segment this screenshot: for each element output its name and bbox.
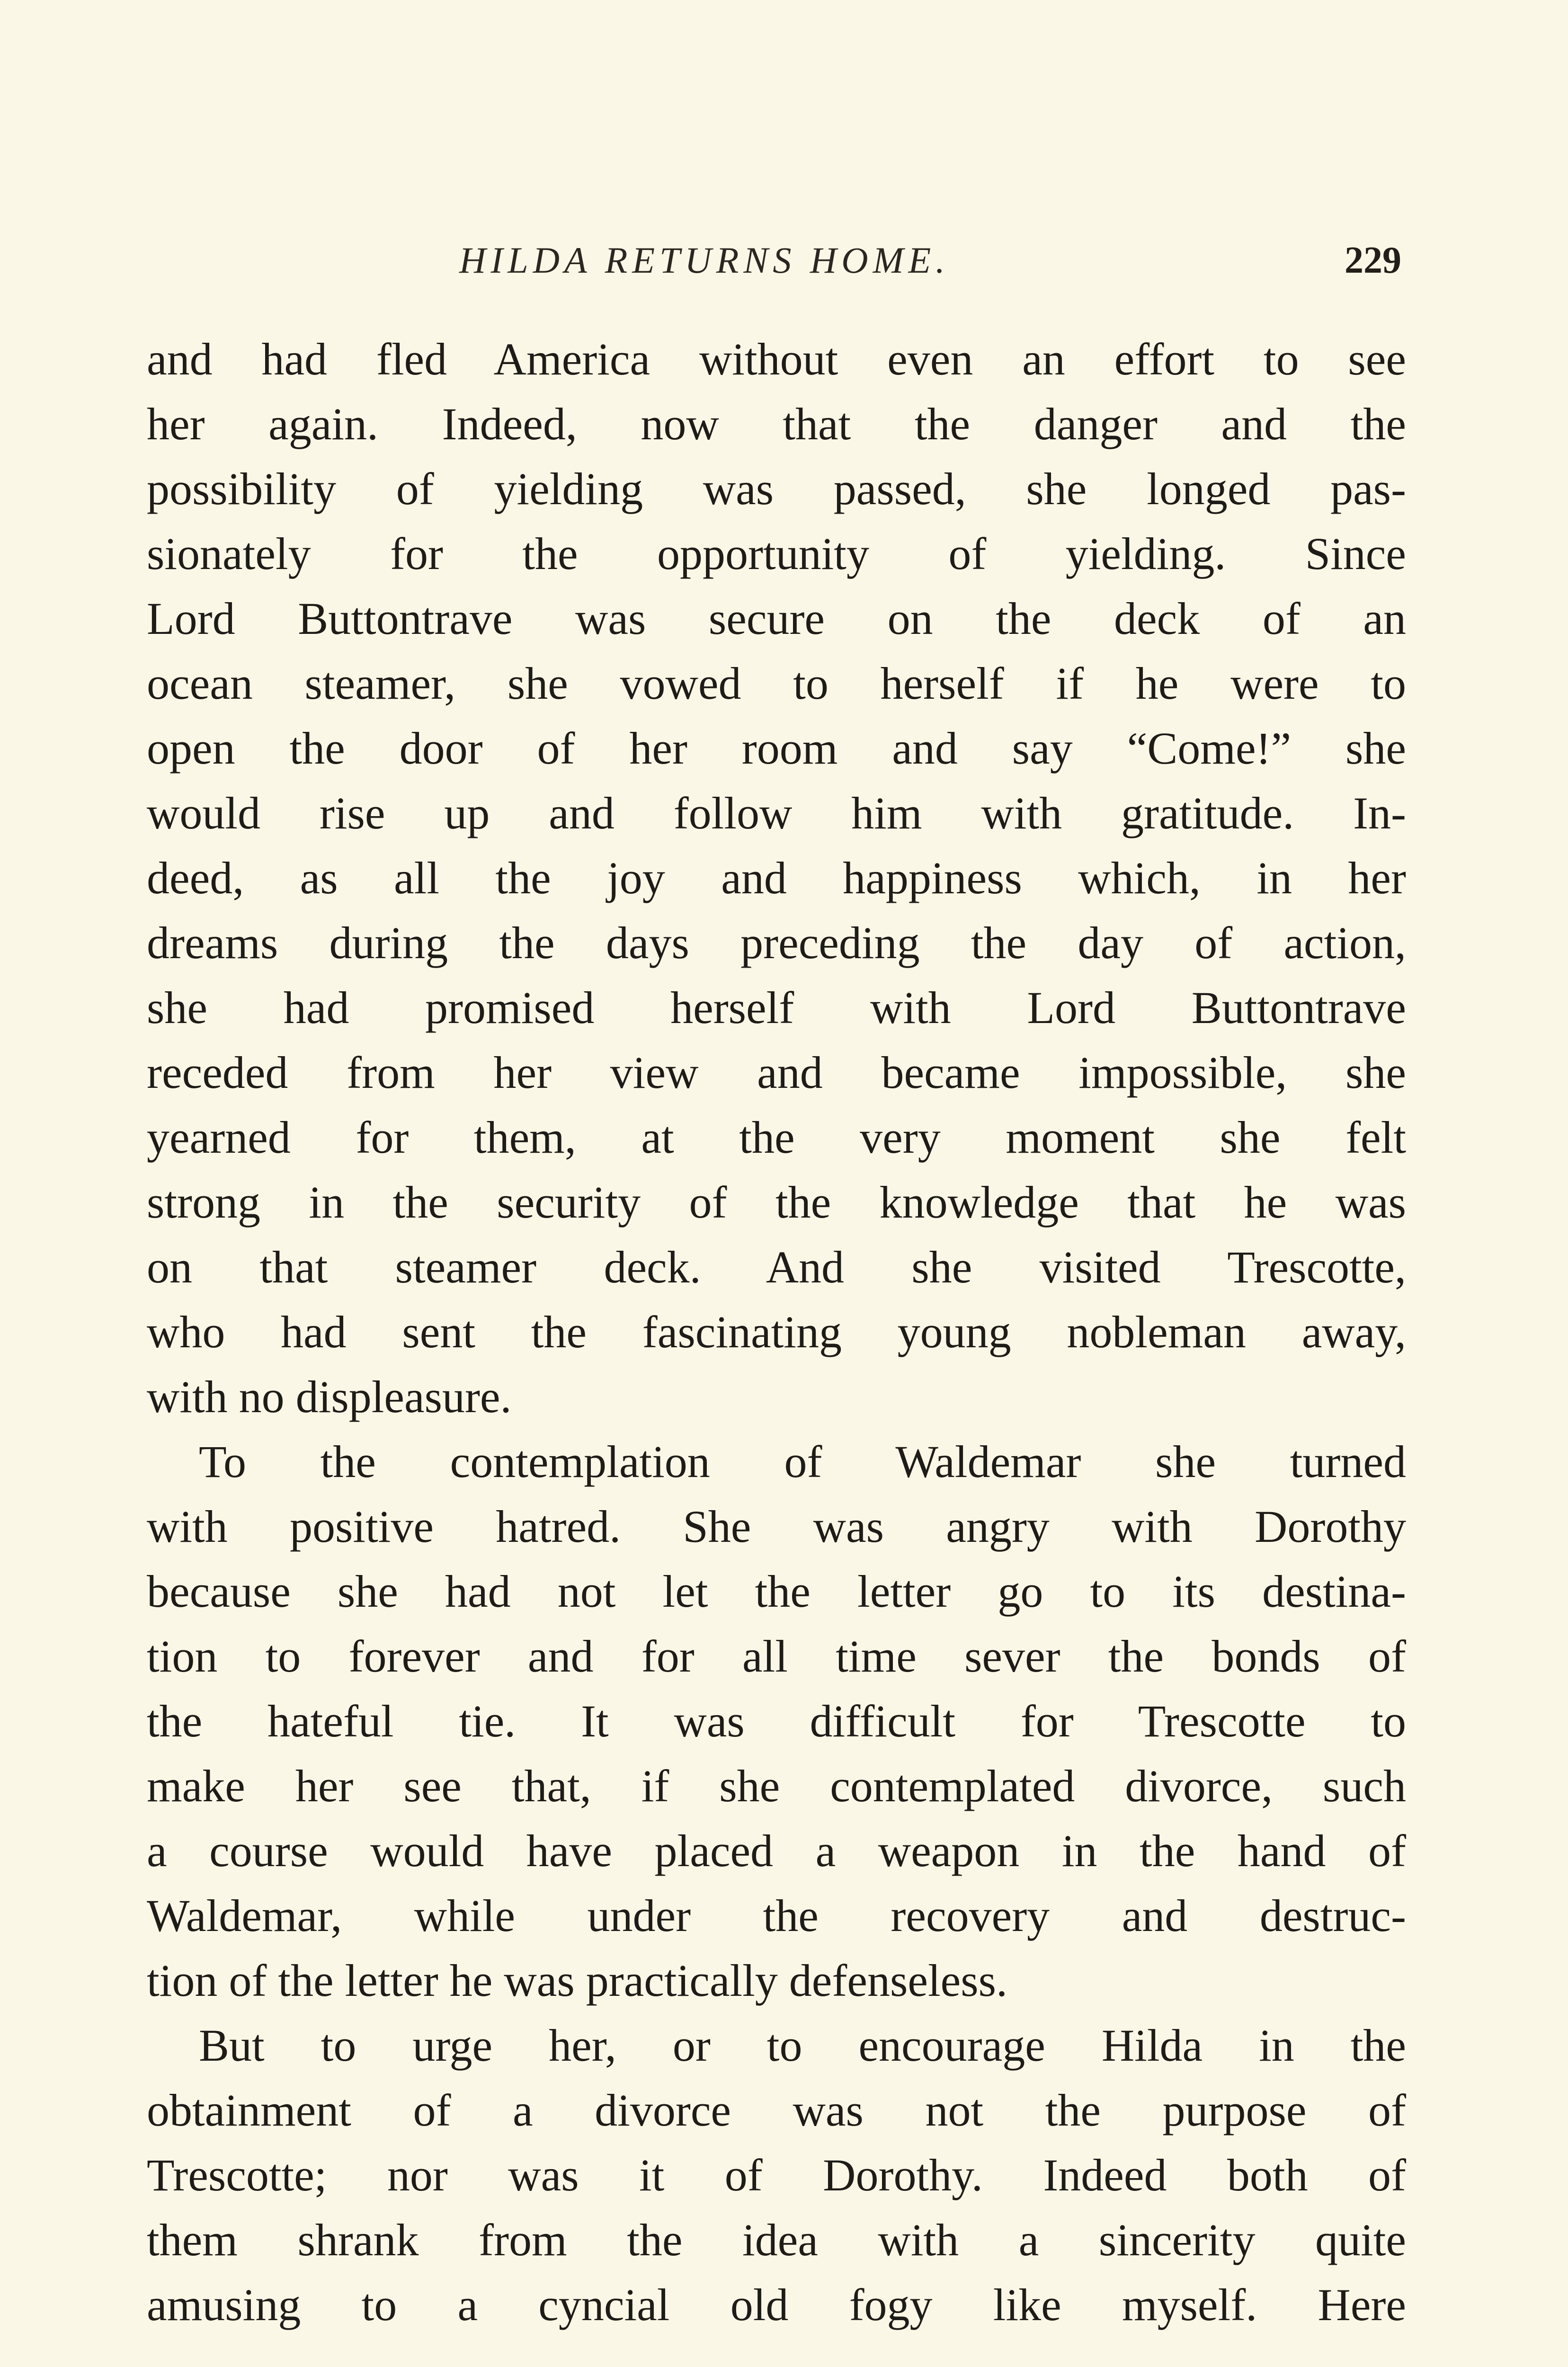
text-line: obtainment of a divorce was not the purpose of [147,2085,1406,2136]
running-title: HILDA RETURNS HOME. [459,240,950,281]
text-line: Lord Buttontrave was secure on the deck of an [147,593,1406,644]
text-line: deed, as all the joy and happiness which, in her [147,853,1406,903]
text-line: a course would have placed a weapon in the hand of [147,1825,1406,1876]
running-head [147,234,1401,286]
text-line: yearned for them, at the very moment she felt [147,1112,1406,1163]
text-line: Trescotte; nor was it of Dorothy. Indeed both of [147,2150,1406,2200]
text-line: make her see that, if she contemplated divorce, such [147,1761,1406,1811]
body-text [147,327,1406,2337]
text-line: who had sent the fascinating young nobleman away, [147,1307,1406,1357]
text-line: dreams during the days preceding the day of action, [147,917,1406,968]
text-line: and had fled America without even an effort to see [147,334,1406,384]
text-line: the hateful tie. It was difficult for Trescotte to [147,1696,1406,1746]
text-line: would rise up and follow him with gratitude. In- [147,788,1406,838]
text-line: with positive hatred. She was angry with Dorothy [147,1501,1406,1552]
text-line: them shrank from the idea with a sincerity quite [147,2215,1406,2265]
text-line: amusing to a cyncial old fogy like myself. Here [147,2279,1406,2330]
text-line: her again. Indeed, now that the danger and the [147,399,1406,449]
text-line: sionately for the opportunity of yielding. Since [147,528,1406,579]
text-line: with no displeasure. [147,1371,512,1422]
text-line: tion of the letter he was practically defenseless. [147,1955,1007,2006]
text-line: she had promised herself with Lord Buttontrave [147,982,1406,1033]
text-line: possibility of yielding was passed, she longed pas- [147,463,1406,514]
text-line: But to urge her, or to encourage Hilda in the [199,2020,1406,2071]
text-line: on that steamer deck. And she visited Trescotte, [147,1242,1406,1292]
text-line: ocean steamer, she vowed to herself if he were to [147,658,1406,709]
text-line: receded from her view and became impossible, she [147,1047,1406,1098]
text-line: strong in the security of the knowledge that he was [147,1177,1406,1228]
text-line: open the door of her room and say “Come!” she [147,723,1406,774]
text-line: To the contemplation of Waldemar she turned [199,1436,1406,1487]
text-line: because she had not let the letter go to its destina- [147,1566,1406,1617]
page-number: 229 [1345,240,1401,281]
text-line: Waldemar, while under the recovery and destruc- [147,1890,1406,1941]
text-line: tion to forever and for all time sever the bonds of [147,1631,1406,1682]
